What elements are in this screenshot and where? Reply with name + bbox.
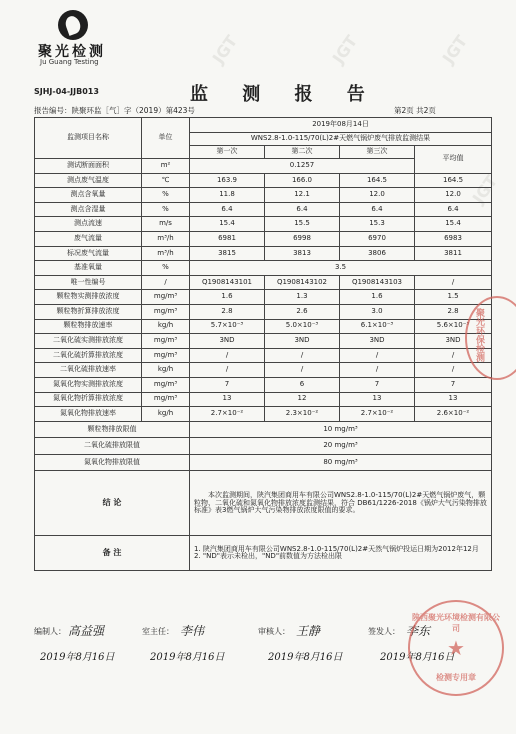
row-unit: mg/m³ — [142, 290, 190, 305]
approver-label: 审核人： — [258, 627, 290, 636]
row-value: 2.3×10⁻² — [265, 407, 340, 422]
row-value: 1.5 — [415, 290, 492, 305]
row-value: 2.6 — [265, 304, 340, 319]
row-label: 基准氧量 — [35, 261, 142, 276]
row-unit: m³/h — [142, 231, 190, 246]
row-label: 测试断面面积 — [35, 159, 142, 174]
limit-label: 二氧化硫排放限值 — [35, 438, 190, 455]
row-value: 11.8 — [190, 188, 265, 203]
compiler-signature: 高益强 — [68, 624, 105, 638]
row-label: 测点流速 — [35, 217, 142, 232]
logo-en: Ju Guang Testing — [40, 58, 99, 66]
row-value: / — [340, 348, 415, 363]
row-unit: mg/m³ — [142, 304, 190, 319]
row-value: 3ND — [415, 334, 492, 349]
limit-value: 20 mg/m³ — [190, 438, 492, 455]
row-value: 3815 — [190, 246, 265, 261]
row-label: 测点含湿量 — [35, 202, 142, 217]
row-value: 15.3 — [340, 217, 415, 232]
row-value: 6983 — [415, 231, 492, 246]
unit-header: 单位 — [142, 118, 190, 159]
side-stamp-text: 聚光环保检测 — [474, 308, 484, 362]
col-header-1: 第一次 — [190, 146, 265, 159]
col-header-3: 第三次 — [340, 146, 415, 159]
row-value: 1.3 — [265, 290, 340, 305]
row-value: / — [415, 275, 492, 290]
row-value: 3806 — [340, 246, 415, 261]
limit-value: 80 mg/m³ — [190, 454, 492, 471]
table-row — [35, 304, 492, 319]
row-label: 二氧化硫折算排放浓度 — [35, 348, 142, 363]
row-value: 6970 — [340, 231, 415, 246]
row-unit: % — [142, 261, 190, 276]
report-number: 报告编号：陕聚环监［气］字（2019）第423号 — [34, 106, 195, 115]
row-unit: mg/m³ — [142, 348, 190, 363]
row-value: 2.8 — [190, 304, 265, 319]
row-value: 12.0 — [340, 188, 415, 203]
row-value: 3ND — [265, 334, 340, 349]
approver-date: 2019年8月16日 — [268, 652, 343, 663]
row-value: 2.7×10⁻² — [340, 407, 415, 422]
reviewer-date: 2019年8月16日 — [150, 652, 225, 663]
row-value: / — [190, 363, 265, 378]
row-value: / — [190, 348, 265, 363]
row-unit: m³/h — [142, 246, 190, 261]
row-value: 164.5 — [415, 173, 492, 188]
row-value: 7 — [415, 377, 492, 392]
row-label: 颗粒物排放速率 — [35, 319, 142, 334]
limit-label: 氮氧化物排放限值 — [35, 454, 190, 471]
row-value: 13 — [190, 392, 265, 407]
row-value: 164.5 — [340, 173, 415, 188]
table-row — [35, 217, 492, 232]
row-value: 5.6×10⁻³ — [415, 319, 492, 334]
row-value: 12 — [265, 392, 340, 407]
row-value: 15.4 — [190, 217, 265, 232]
watermark: JGT — [468, 171, 502, 208]
row-value: 1.6 — [340, 290, 415, 305]
row-value: / — [415, 363, 492, 378]
table-row — [35, 334, 492, 349]
row-unit: mg/m³ — [142, 392, 190, 407]
row-value: 6.1×10⁻³ — [340, 319, 415, 334]
row-value: / — [340, 363, 415, 378]
row-unit: kg/h — [142, 363, 190, 378]
remark-2: 2. "ND"表示未检出，"ND"前数值为方法检出限 — [194, 552, 343, 561]
remarks-label: 备 注 — [35, 536, 190, 571]
row-value: 3.0 — [340, 304, 415, 319]
page-title: 监 测 报 告 — [190, 84, 379, 105]
table-row — [35, 246, 492, 261]
limit-value: 10 mg/m³ — [190, 421, 492, 438]
table-row — [35, 363, 492, 378]
row-value: / — [415, 348, 492, 363]
row-value: 3ND — [190, 334, 265, 349]
row-value: 6.4 — [340, 202, 415, 217]
row-value: 12.1 — [265, 188, 340, 203]
logo-cn: 聚光检测 — [38, 44, 106, 60]
table-row — [35, 173, 492, 188]
row-value: Q1908143103 — [340, 275, 415, 290]
row-unit: mg/m³ — [142, 377, 190, 392]
row-value: 5.0×10⁻³ — [265, 319, 340, 334]
doc-code: SJHJ-04-JJB013 — [34, 87, 99, 96]
row-value: 1.6 — [190, 290, 265, 305]
row-value: 3813 — [265, 246, 340, 261]
conclusion-label: 结 论 — [35, 471, 190, 536]
stamp-star-icon: ★ — [447, 636, 465, 660]
row-label: 颗粒物实测排放浓度 — [35, 290, 142, 305]
table-row — [35, 348, 492, 363]
row-label: 颗粒物折算排放浓度 — [35, 304, 142, 319]
company-logo-icon — [58, 10, 88, 40]
row-value: 2.8 — [415, 304, 492, 319]
row-unit: m/s — [142, 217, 190, 232]
table-row — [35, 290, 492, 305]
table-row — [35, 377, 492, 392]
row-unit: mg/m³ — [142, 334, 190, 349]
table-row — [35, 188, 492, 203]
row-unit: kg/h — [142, 407, 190, 422]
row-value: 7 — [340, 377, 415, 392]
table-row — [35, 231, 492, 246]
reviewer-signature: 李伟 — [180, 624, 205, 638]
subject-cell: WNS2.8-1.0-115/70(L)2#天燃气锅炉废气排放监测结果 — [190, 133, 492, 146]
row-value: 6 — [265, 377, 340, 392]
row-value: 6998 — [265, 231, 340, 246]
remarks-cell — [190, 536, 492, 571]
row-value: 3ND — [340, 334, 415, 349]
stamp-purpose: 检测专用章 — [436, 673, 476, 682]
row-label: 测点含氧量 — [35, 188, 142, 203]
page-info: 第2页 共2页 — [394, 106, 436, 115]
row-value: 2.6×10⁻² — [415, 407, 492, 422]
results-table — [34, 117, 492, 571]
issuer-signature: 李东 — [406, 624, 431, 638]
row-label: 唯一性编号 — [35, 275, 142, 290]
row-unit: / — [142, 275, 190, 290]
row-value: 13 — [340, 392, 415, 407]
row-value: / — [265, 363, 340, 378]
date-cell: 2019年08月14日 — [190, 118, 492, 133]
row-unit: ℃ — [142, 173, 190, 188]
stamp-company: 陕西聚光环境检测有限公司 — [412, 613, 500, 633]
row-value: 15.5 — [265, 217, 340, 232]
row-value: 12.0 — [415, 188, 492, 203]
issuer-date: 2019年8月16日 — [380, 652, 455, 663]
reviewer-label: 室主任： — [142, 627, 174, 636]
row-label: 二氧化硫实测排放浓度 — [35, 334, 142, 349]
row-value: 5.7×10⁻³ — [190, 319, 265, 334]
row-label: 二氧化硫排放速率 — [35, 363, 142, 378]
conclusion-text: 本次监测期间，陕汽集团商用车有限公司WNS2.8-1.0-115/70(L)2#天燃气锅炉废气，颗粒物、二氧化硫和氮氧化物排放浓度监测结果，符合 DB61/1226-2018《锅炉大气污染物排放标准》表3燃气锅炉大气污染物排放浓度限值的要求。 — [190, 471, 492, 536]
row-value: 3.5 — [190, 261, 492, 276]
table-row — [35, 319, 492, 334]
row-value: Q1908143102 — [265, 275, 340, 290]
compiler-label: 编制人： — [34, 627, 66, 636]
row-value: 6.4 — [415, 202, 492, 217]
row-value: / — [265, 348, 340, 363]
row-label: 标况废气流量 — [35, 246, 142, 261]
row-value: 6.4 — [265, 202, 340, 217]
watermark: JGT — [328, 31, 362, 68]
col-header-2: 第二次 — [265, 146, 340, 159]
table-row — [35, 202, 492, 217]
approver-signature: 王静 — [296, 624, 321, 638]
issuer-label: 签发人： — [368, 627, 400, 636]
watermark: JGT — [208, 31, 242, 68]
row-value: 166.0 — [265, 173, 340, 188]
row-unit: m² — [142, 159, 190, 174]
row-unit: % — [142, 202, 190, 217]
row-value: 6981 — [190, 231, 265, 246]
row-label: 测点废气温度 — [35, 173, 142, 188]
row-value: 2.7×10⁻² — [190, 407, 265, 422]
row-label: 废气流量 — [35, 231, 142, 246]
row-unit: % — [142, 188, 190, 203]
row-value: 0.1257 — [190, 159, 415, 174]
row-unit: kg/h — [142, 319, 190, 334]
row-label: 氮氧化物实测排放浓度 — [35, 377, 142, 392]
item-header: 监测项目名称 — [35, 118, 142, 159]
remark-1: 1. 陕汽集团商用车有限公司WNS2.8-1.0-115/70(L)2#天然气锅炉投运日期为2012年12月 — [194, 544, 479, 553]
limit-label: 颗粒物排放限值 — [35, 421, 190, 438]
row-value: 13 — [415, 392, 492, 407]
col-header-avg: 平均值 — [415, 146, 492, 174]
row-value: 6.4 — [190, 202, 265, 217]
table-row — [35, 407, 492, 422]
row-value: 163.9 — [190, 173, 265, 188]
row-value: 7 — [190, 377, 265, 392]
row-label: 氮氧化物排放速率 — [35, 407, 142, 422]
row-value: 15.4 — [415, 217, 492, 232]
row-value: Q1908143101 — [190, 275, 265, 290]
table-row — [35, 392, 492, 407]
watermark: JGT — [438, 31, 472, 68]
row-label: 氮氧化物折算排放浓度 — [35, 392, 142, 407]
official-stamp-seal — [408, 600, 504, 696]
compiler-date: 2019年8月16日 — [40, 652, 115, 663]
row-value: 3811 — [415, 246, 492, 261]
